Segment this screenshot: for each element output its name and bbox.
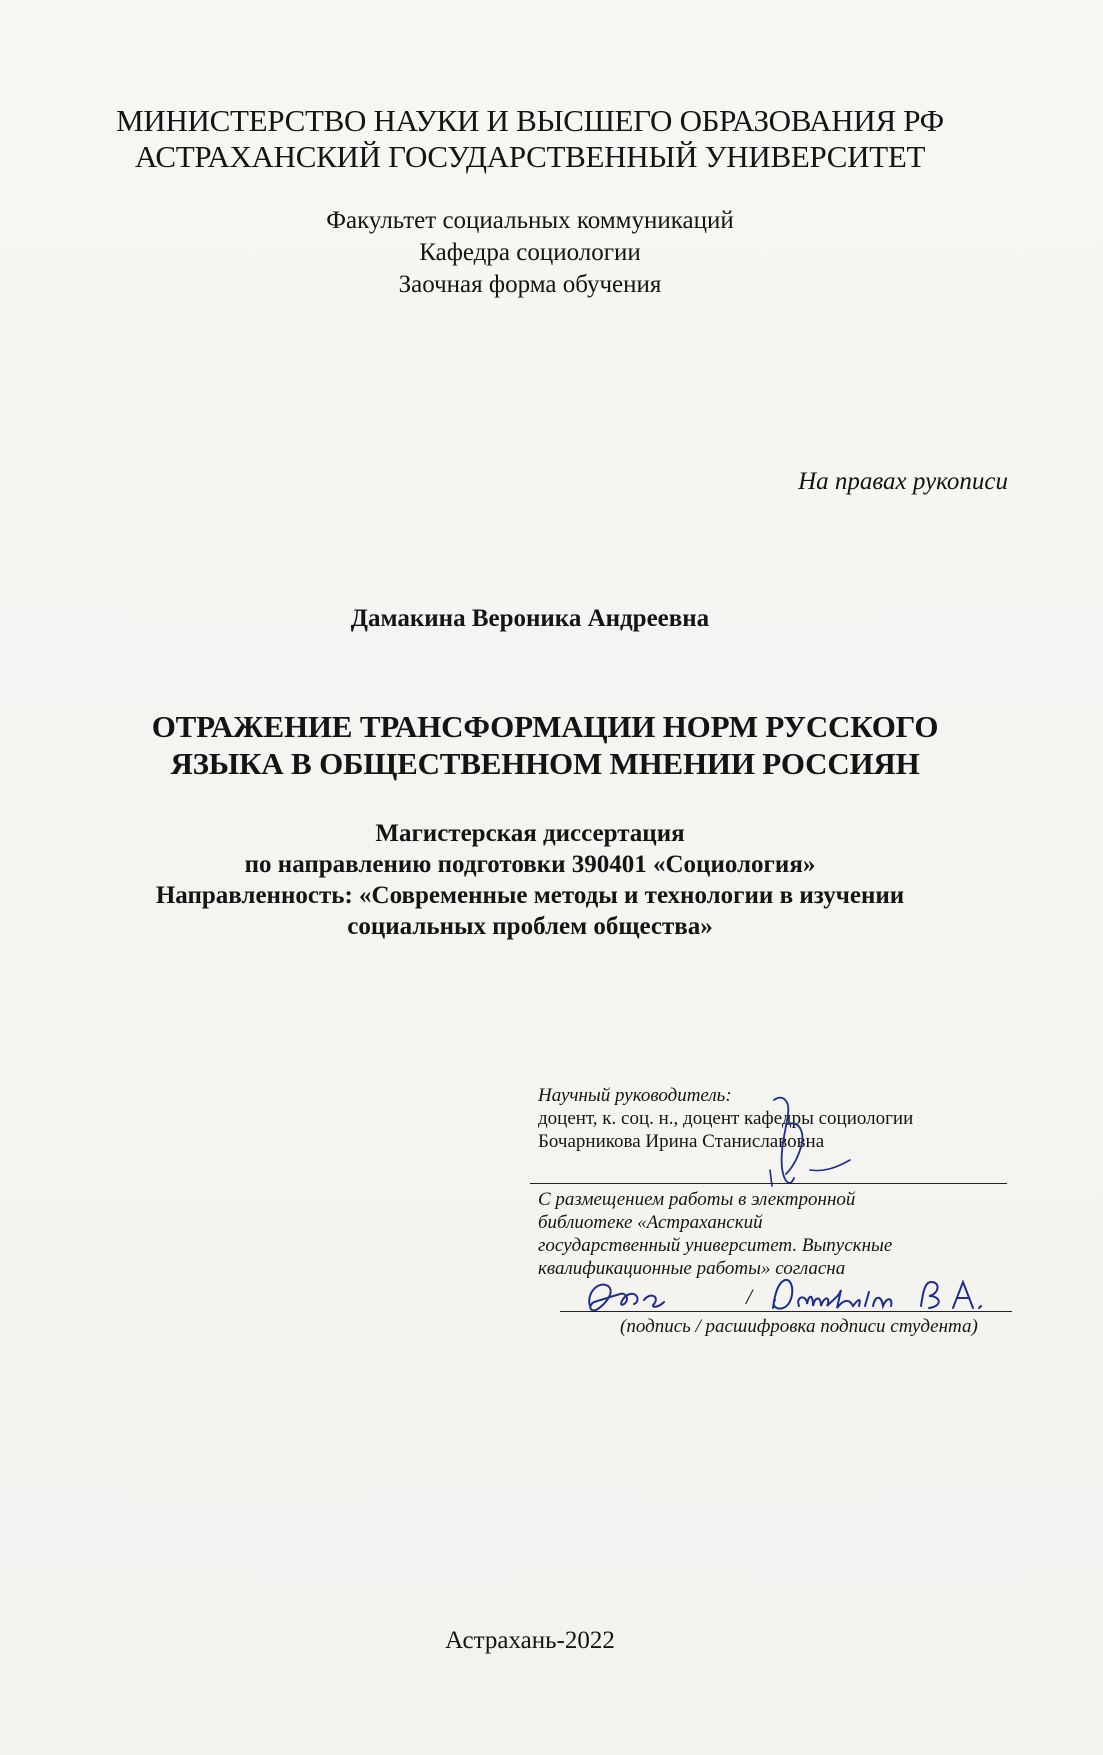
supervisor-position: доцент, к. соц. н., доцент кафедры социологии xyxy=(538,1108,914,1129)
separator-line xyxy=(530,1183,1007,1184)
signature-caption: (подпись / расшифровка подписи студента) xyxy=(620,1316,978,1337)
consent-line: государственный университет. Выпускные xyxy=(538,1235,893,1256)
department-name: Кафедра социологии xyxy=(419,239,641,266)
student-name-handwritten xyxy=(765,1270,1015,1320)
city-year: Астрахань-2022 xyxy=(445,1627,615,1654)
supervisor-name: Бочарникова Ирина Станиславовна xyxy=(538,1131,825,1152)
signature-row xyxy=(560,1278,1012,1320)
thesis-type: Магистерская диссертация xyxy=(375,820,685,847)
author-name: Дамакина Вероника Андреевна xyxy=(350,605,710,632)
signature-separator: / xyxy=(746,1284,753,1309)
ministry-line: МИНИСТЕРСТВО НАУКИ И ВЫСШЕГО ОБРАЗОВАНИЯ РФ xyxy=(116,103,944,138)
thesis-title xyxy=(40,708,1050,782)
rights-note: На правах рукописи xyxy=(798,468,1008,495)
thesis-focus: Направленность: «Современные методы и технологии в изучении xyxy=(155,882,905,909)
consent-line: С размещением работы в электронной xyxy=(538,1189,856,1210)
faculty-name: Факультет социальных коммуникаций xyxy=(326,207,734,234)
consent-block xyxy=(538,1188,1013,1280)
title-line: ЯЗЫКА В ОБЩЕСТВЕННОМ МНЕНИИ РОССИЯН xyxy=(170,746,920,781)
thesis-focus: социальных проблем общества» xyxy=(347,913,713,940)
study-form: Заочная форма обучения xyxy=(398,271,662,298)
ministry-header xyxy=(0,103,1060,175)
signature-line xyxy=(560,1311,1012,1312)
supervisor-label: Научный руководитель: xyxy=(538,1085,732,1106)
faculty-block xyxy=(0,205,1060,301)
thesis-direction: по направлению подготовки 390401 «Социология» xyxy=(244,851,816,878)
university-line: АСТРАХАНСКИЙ ГОСУДАРСТВЕННЫЙ УНИВЕРСИТЕТ xyxy=(134,139,926,174)
student-signature xyxy=(560,1272,700,1320)
consent-line: квалификационные работы» согласна xyxy=(538,1258,846,1279)
thesis-info xyxy=(0,818,1060,942)
title-line: ОТРАЖЕНИЕ ТРАНСФОРМАЦИИ НОРМ РУССКОГО xyxy=(151,709,939,744)
consent-line: библиотеке «Астраханский xyxy=(538,1212,763,1233)
